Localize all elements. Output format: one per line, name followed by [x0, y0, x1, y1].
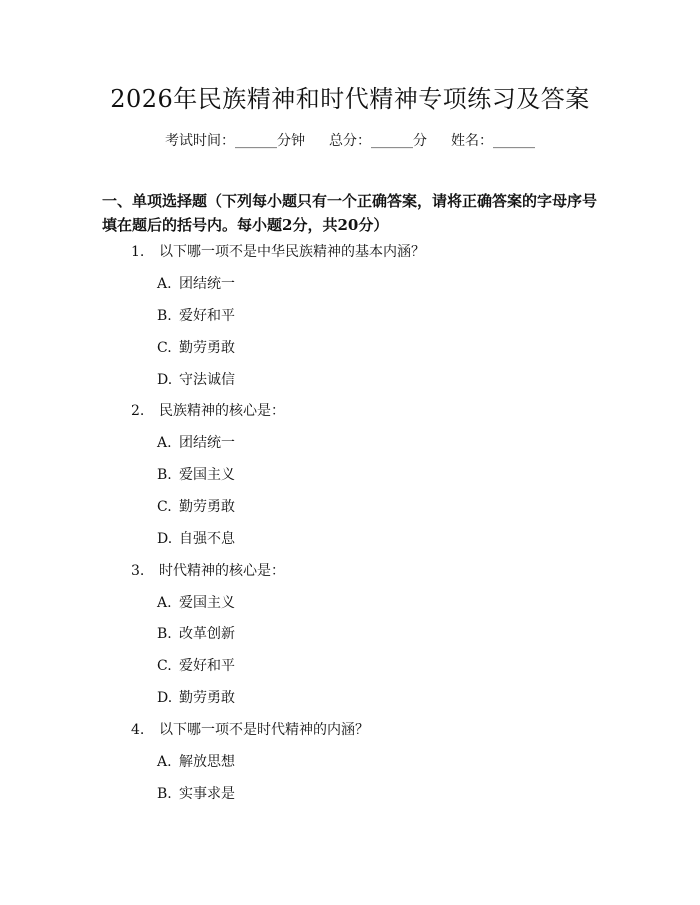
option-text: 团结统一 [179, 435, 235, 451]
option-text: 自强不息 [179, 531, 235, 547]
option [157, 433, 235, 453]
student-name-field: 姓名：______ [451, 133, 535, 149]
question-text: 民族精神的核心是： [159, 403, 285, 419]
question-text: 时代精神的核心是： [159, 563, 285, 579]
option [157, 593, 235, 613]
question-number: 2. [131, 403, 145, 419]
option-letter: D. [157, 372, 173, 388]
option-letter: A. [157, 754, 172, 770]
option-text: 爱好和平 [179, 308, 235, 324]
option-letter: A. [157, 435, 172, 451]
option-text: 勤劳勇敢 [179, 499, 235, 515]
question-number: 1. [131, 244, 145, 260]
question-4 [131, 720, 369, 740]
option-letter: C. [157, 340, 172, 356]
option-letter: B. [157, 786, 172, 802]
option-text: 勤劳勇敢 [179, 340, 235, 356]
option-letter: D. [157, 531, 173, 547]
option [157, 338, 235, 358]
document-title: 2026年民族精神和时代精神专项练习及答案 [110, 85, 590, 113]
option-text: 团结统一 [179, 276, 235, 292]
option-letter: C. [157, 499, 172, 515]
option-text: 实事求是 [179, 786, 235, 802]
section-heading: 一、单项选择题（下列每小题只有一个正确答案，请将正确答案的字母序号填在题后的括号内。每小题2分，共20分） [102, 192, 598, 234]
option [157, 624, 235, 644]
question-text: 以下哪一项不是中华民族精神的基本内涵？ [159, 244, 425, 260]
option-letter: B. [157, 467, 172, 483]
option-text: 爱好和平 [179, 658, 235, 674]
option [157, 752, 235, 772]
option-letter: A. [157, 276, 172, 292]
option [157, 370, 235, 390]
option-text: 爱国主义 [179, 467, 235, 483]
option [157, 465, 235, 485]
question-number: 3. [131, 563, 145, 579]
option-letter: C. [157, 658, 172, 674]
option-text: 爱国主义 [179, 595, 235, 611]
option-text: 守法诚信 [179, 372, 235, 388]
question-1 [131, 242, 425, 262]
question-3 [131, 561, 285, 581]
option-text: 解放思想 [179, 754, 235, 770]
option [157, 529, 235, 549]
option-letter: D. [157, 690, 173, 706]
total-score-field: 总分：______分 [329, 133, 427, 149]
option-letter: B. [157, 308, 172, 324]
exam-time-field: 考试时间：______分钟 [165, 133, 305, 149]
option-text: 改革创新 [179, 626, 235, 642]
option [157, 274, 235, 294]
option [157, 497, 235, 517]
option [157, 784, 235, 804]
question-2 [131, 401, 285, 421]
option [157, 688, 235, 708]
exam-info-line [0, 130, 700, 152]
option-letter: A. [157, 595, 172, 611]
option-text: 勤劳勇敢 [179, 690, 235, 706]
option [157, 306, 235, 326]
question-text: 以下哪一项不是时代精神的内涵？ [159, 722, 369, 738]
option [157, 656, 235, 676]
question-number: 4. [131, 722, 145, 738]
option-letter: B. [157, 626, 172, 642]
